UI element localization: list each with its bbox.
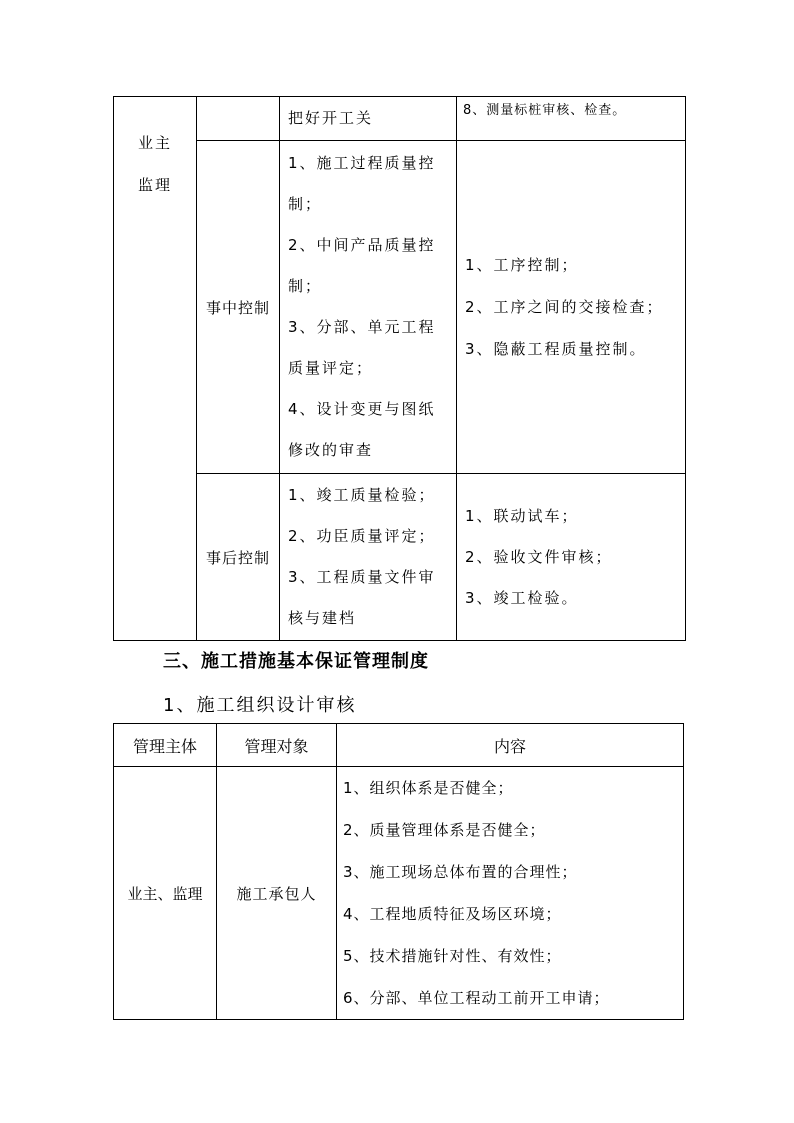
content-line: 4、工程地质特征及场区环境；	[343, 905, 562, 923]
method-line: 3、竣工检验。	[465, 588, 579, 607]
method-line: 3、隐蔽工程质量控制。	[465, 340, 647, 358]
table-row	[114, 97, 686, 141]
content-line: 2、质量管理体系是否健全；	[343, 821, 546, 839]
content-line: 制；	[288, 195, 323, 213]
subject-cell: 业主、监理	[114, 767, 217, 1020]
method-cell	[457, 474, 686, 641]
content-line: 3、施工现场总体布置的合理性；	[343, 863, 578, 881]
phase-cell: 事后控制	[197, 474, 280, 641]
content-line: 4、设计变更与图纸	[288, 400, 436, 418]
table-row	[114, 474, 686, 641]
method-line: 1、工序控制；	[465, 256, 579, 274]
header-row	[114, 724, 684, 767]
method-line: 1、联动试车；	[465, 506, 579, 525]
content-line: 2、中间产品质量控	[288, 236, 436, 254]
content-line: 修改的审查	[288, 441, 374, 459]
phase-cell	[197, 97, 280, 141]
subject-cell	[114, 97, 197, 641]
table-row	[114, 767, 684, 1020]
content-line: 1、竣工质量检验；	[288, 486, 436, 504]
design-review-table	[113, 723, 684, 1020]
subsection-heading: 1、施工组织设计审核	[163, 695, 357, 716]
content-cell	[280, 141, 457, 474]
content-cell: 把好开工关	[280, 97, 457, 141]
column-header: 内容	[337, 724, 684, 767]
subject-line: 监理	[137, 175, 172, 194]
table-row	[114, 141, 686, 474]
object-cell: 施工承包人	[217, 767, 337, 1020]
content-line: 3、分部、单元工程	[288, 318, 436, 336]
content-line: 制；	[288, 277, 323, 295]
method-cell	[457, 141, 686, 474]
content-line: 2、功臣质量评定；	[288, 527, 436, 545]
content-cell	[280, 474, 457, 641]
phase-cell: 事中控制	[197, 141, 280, 474]
content-line: 核与建档	[288, 609, 357, 627]
section-heading: 三、施工措施基本保证管理制度	[163, 651, 429, 672]
content-line: 5、技术措施针对性、有效性；	[343, 947, 562, 965]
content-line: 1、施工过程质量控	[288, 154, 436, 172]
method-cell: 8、测量标桩审核、检查。	[457, 97, 686, 141]
content-line: 6、分部、单位工程动工前开工申请；	[343, 989, 610, 1007]
method-line: 2、工序之间的交接检查；	[465, 298, 664, 316]
content-line: 3、工程质量文件审	[288, 568, 436, 586]
content-line: 质量评定；	[288, 359, 374, 377]
column-header: 管理对象	[217, 724, 337, 767]
column-header: 管理主体	[114, 724, 217, 767]
content-line: 1、组织体系是否健全；	[343, 779, 514, 797]
quality-control-table	[113, 96, 686, 641]
method-line: 2、验收文件审核；	[465, 547, 613, 566]
subject-line: 业主	[137, 133, 172, 152]
content-cell	[337, 767, 684, 1020]
